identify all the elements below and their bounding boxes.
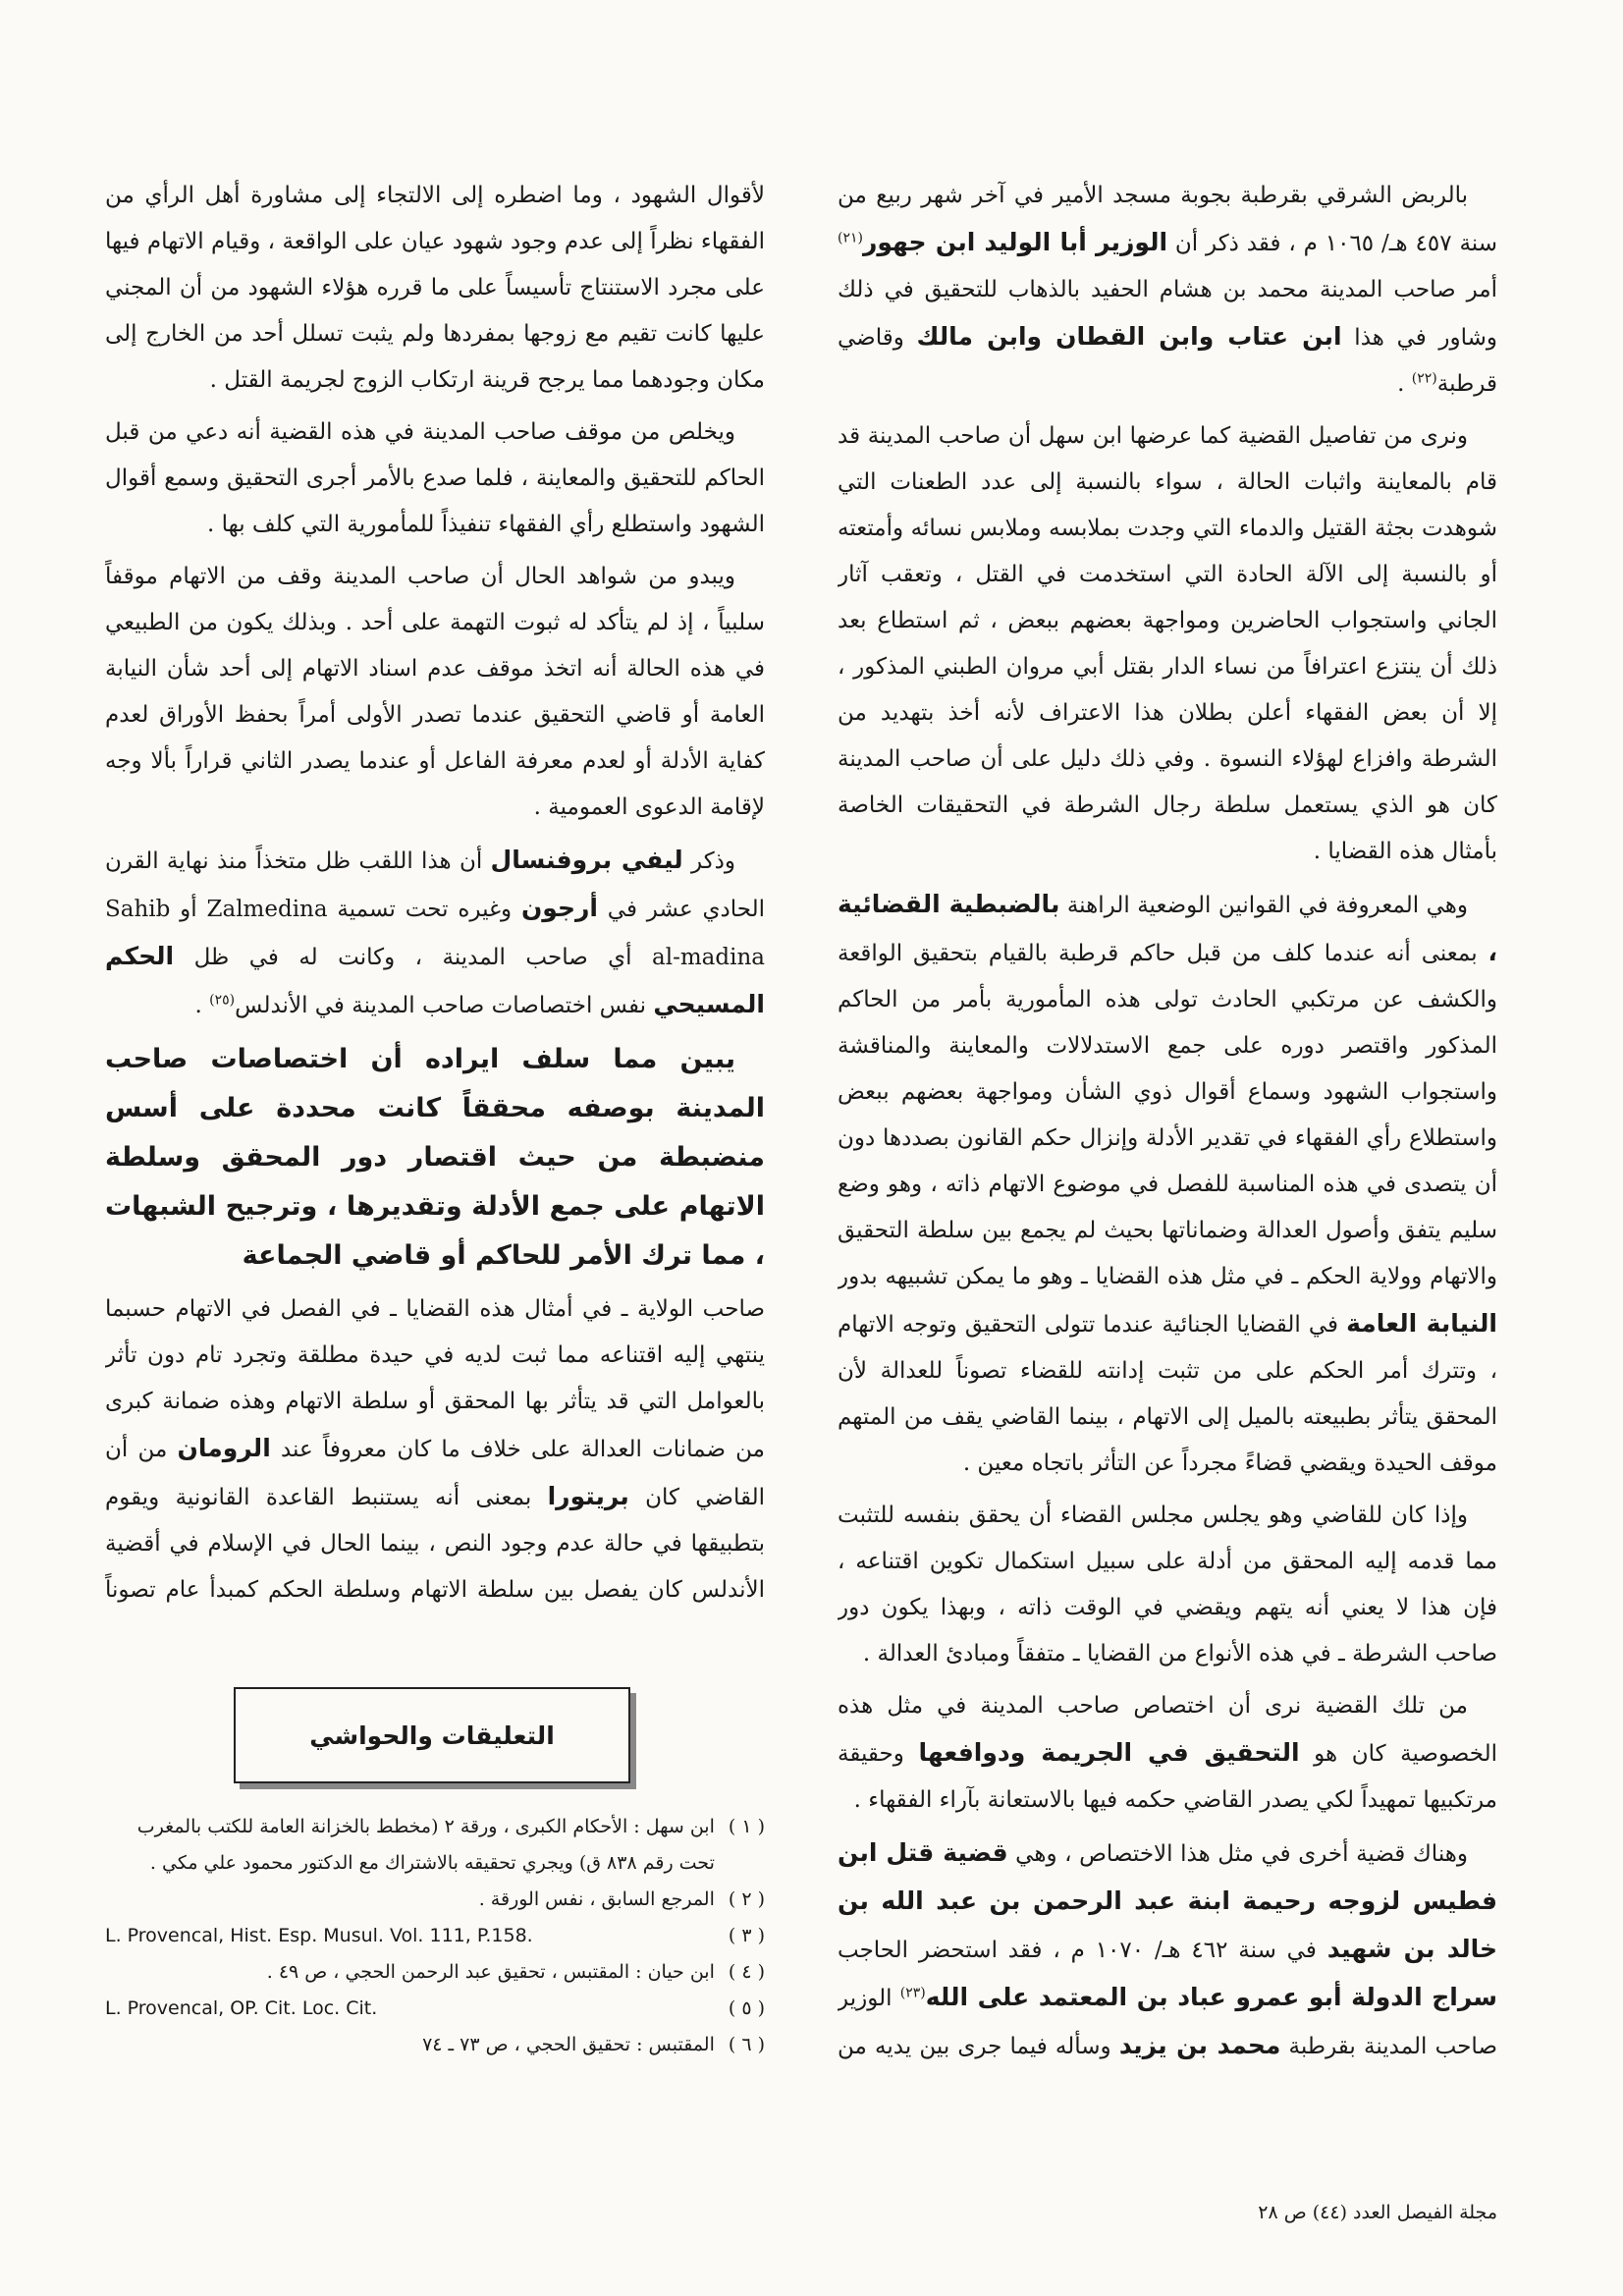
footnote-text: L. Provencal, OP. Cit. Loc. Cit. xyxy=(105,1997,378,2019)
text-run: وسأله فيما جرى بين يديه من xyxy=(838,2034,1111,2059)
text-run: بمعنى أنه عندما كلف من قبل حاكم قرطبة بالقيام بتحقيق الواقعة والكشف عن مرتكبي الحادث تولى هذه المأمورية بأمر من الحاكم المذكور واقتصر دوره على جمع الاستدلالات والمعاينة والمناقشة واستجواب الشهود وسماع أقوال ذوي الشأن ومواجهة بعضهم ببعض واستطلاع رأي الفقهاء في تقدير الأدلة وإنزال حكم القانون بصددها دون أن يتصدى في هذه المناسبة للفصل في موضوع الاتهام ذاته ، وهو وضع سليم يتفق وأصول العدالة وضماناتها بحيث لم يجمع بين سلطة التحقيق والاتهام وولاية الحكم ـ في مثل هذه القضايا ـ وهو ما يمكن تشبيهه بدور xyxy=(838,941,1497,1289)
text-run: من أن القاضي كان xyxy=(105,1437,765,1510)
text-run: صاحب الولاية ـ في أمثال هذه القضايا ـ في الفصل في الاتهام حسبما ينتهي إليه اقتناعه مما ثبت لديه في حيدة مطلقة وتجرد تام دون تأثر بالعوامل التي قد يتأثر بها المحقق أو سلطة الاتهام وهذه ضمانة كبرى من ضمانات العدالة على خلاف ما كان معروفاً عند xyxy=(105,1296,765,1462)
footnote xyxy=(105,1954,765,1991)
footnote-number: ( ٣ ) xyxy=(728,1925,765,1946)
page-footer: مجلة الفيصل العدد (٤٤) ص ٢٨ xyxy=(1258,2202,1497,2223)
text-run: بالربض الشرقي بقرطبة بجوبة مسجد الأمير في آخر شهر ربيع من سنة ٤٥٧ هـ/ ١٠٦٥ م ، فقد ذكر أن xyxy=(838,183,1497,256)
text-run: . xyxy=(194,993,210,1018)
text-run: بمعنى أنه يستنبط القاعدة القانونية ويقوم بتطبيقها في حالة عدم وجود النص ، بينما الحال في الإسلام في أقضية الأندلس كان يفصل بين سلطة الاتهام وسلطة الحكم كمبدأ عام تصوناً xyxy=(105,1485,765,1603)
text-run: وقاضي قرطبة xyxy=(838,325,1497,397)
notes-heading: التعليقات والحواشي xyxy=(309,1721,555,1750)
footnote-number: ( ٤ ) xyxy=(728,1961,765,1983)
text-run: وإذا كان للقاضي وهو يجلس مجلس القضاء أن يحقق بنفسه للتثبت مما قدمه إليه المحقق من أدلة على سبيل استكمال تكوين اقتناعه ، فإن هذا لا يعني أنه يتهم ويقضي في الوقت ذاته ، وبهذا يكون دور صاحب الشرطة ـ في هذه الأنواع من القضايا ـ متفقاً ومبادئ العدالة . xyxy=(838,1503,1497,1667)
paragraph xyxy=(105,173,765,404)
footnote-number: ( ٥ ) xyxy=(728,1997,765,2019)
footnote xyxy=(105,1882,765,1918)
footnote xyxy=(105,1918,765,1954)
bold-term: الرومان xyxy=(177,1434,271,1462)
bold-term: ليفي بروفنسال xyxy=(490,846,683,874)
text-run: وهناك قضية أخرى في مثل هذا الاختصاص ، وهي xyxy=(1007,1841,1468,1867)
text-run: من تلك القضية نرى أن اختصاص صاحب المدينة في مثل هذه الخصوصية كان هو xyxy=(838,1693,1497,1767)
footnote-ref: (٢٥) xyxy=(209,992,236,1009)
footnote-ref: (٢٣) xyxy=(899,1985,926,2001)
text-run: ويبدو من شواهد الحال أن صاحب المدينة وقف من الاتهام موقفاً سلبياً ، إذ لم يتأكد له ثبوت التهمة على أحد . وبذلك يكون من الطبيعي في هذه الحالة أنه اتخذ موقف عدم اسناد الاتهام إلى أحد شأن النيابة العامة أو قاضي التحقيق عندما تصدر الأولى أمراً بحفظ الأوراق لعدم كفاية الأدلة أو لعدم معرفة الفاعل أو عندما يصدر الثاني قراراً بألا وجه لإقامة الدعوى العمومية . xyxy=(105,564,765,820)
bold-term: قضية قتل ابن فطيس لزوجه رحيمة ابنة عبد الرحمن بن عبد الله بن خالد بن شهيد xyxy=(838,1838,1497,1963)
footnote-number: ( ٢ ) xyxy=(728,1888,765,1910)
footnote-text: ابن حيان : المقتبس ، تحقيق عبد الرحمن الحجي ، ص ٤٩ . xyxy=(266,1961,715,1983)
text-run: أن هذا اللقب ظل متخذاً منذ نهاية القرن الحادي عشر في xyxy=(105,848,765,922)
footnotes xyxy=(105,1809,765,2063)
bold-term: سراج الدولة أبو عمرو عباد بن المعتمد على الله xyxy=(925,1983,1497,2011)
footnote-number: ( ٦ ) xyxy=(728,2034,765,2055)
bold-term: الوزير أبا الوليد ابن جهور xyxy=(862,228,1168,256)
footnote-ref: (٢١) xyxy=(838,230,863,246)
right-column xyxy=(838,173,1497,2068)
bold-term: محمد بن يزيد xyxy=(1118,2031,1281,2059)
bold-term: التحقيق في الجريمة ودوافعها xyxy=(918,1738,1300,1767)
text-run: ويخلص من موقف صاحب المدينة في هذه القضية أنه دعي من قبل الحاكم للتحقيق والمعاينة ، فلما صدع بالأمر أجرى التحقيق وسمع أقوال الشهود واستطلع رأي الفقهاء تنفيذاً للمأمورية التي كلف بها . xyxy=(105,419,765,537)
footnote-ref: (٢٢) xyxy=(1411,370,1437,387)
bold-term: بريتورا xyxy=(547,1482,629,1510)
paragraph xyxy=(105,837,765,1029)
footnote xyxy=(105,2027,765,2063)
paragraph xyxy=(838,1830,1497,2068)
paragraph xyxy=(838,881,1497,1487)
bold-term: ابن عتاب وابن القطان وابن مالك xyxy=(916,322,1342,351)
text-run: لأقوال الشهود ، وما اضطره إلى الالتجاء إلى مشاورة أهل الرأي من الفقهاء نظراً إلى عدم وجود شهود عيان على الواقعة ، وقيام الاتهام فيها على مجرد الاستنتاج تأسيساً على ما قرره هؤلاء الشهود من أن المجني عليها كانت تقيم مع زوجها بمفردها ولم يثبت تسلل أحد من الخارج إلى مكان وجودهما مما يرجح قرينة ارتكاب الزوج لجريمة القتل . xyxy=(105,183,765,393)
paragraph xyxy=(838,1493,1497,1677)
paragraph xyxy=(105,1286,765,1616)
text-run: يبين مما سلف ايراده أن اختصاصات صاحب المدينة بوصفه محققاً كانت محددة على أسس منضبطة من حيث اقتصار دور المحقق وسلطة الاتهام على جمع الأدلة وتقديرها ، وترجيح الشبهات ، مما ترك الأمر للحاكم أو قاضي الجماعة xyxy=(105,1044,765,1271)
paragraph xyxy=(105,1035,765,1281)
footnote-number: ( ١ ) xyxy=(728,1816,765,1837)
footnote xyxy=(105,1991,765,2027)
paragraph xyxy=(838,413,1497,875)
text-run: وغيره تحت تسمية Zalmedina أو Sahib al-madina أي صاحب المدينة ، وكانت له في ظل xyxy=(105,897,765,970)
text-run: ونرى من تفاصيل القضية كما عرضها ابن سهل أن صاحب المدينة قد قام بالمعاينة واثبات الحالة ، سواء بالنسبة إلى عدد الطعنات التي شوهدت بجثة القتيل والدماء التي وجدت بملابسه وملابس نسائه وأمتعته أو بالنسبة إلى الآلة الحادة التي استخدمت في القتل ، وتعقب آثار الجاني واستجواب الحاضرين ومواجهة بعضهم ببعض ، ثم استطاع بعد ذلك أن ينتزع اعترافاً من نساء الدار بقتل أبي مروان الطبني المذكور ، إلا أن بعض الفقهاء أعلن بطلان هذا الاعتراف لأنه أخذ بتهديد من الشرطة وافزاع لهؤلاء النسوة . وفي ذلك دليل على أن صاحب المدينة كان هو الذي يستعمل سلطة رجال الشرطة في التحقيقات الخاصة بأمثال هذه القضايا . xyxy=(838,423,1497,864)
bold-term: أرجون xyxy=(520,894,598,922)
text-run: نفس اختصاصات صاحب المدينة في الأندلس xyxy=(235,993,654,1018)
bold-term: بالضبطية القضائية ، xyxy=(838,890,1497,966)
text-run: في القضايا الجنائية عندما تتولى التحقيق وتوجه الاتهام ، وتترك أمر الحكم على من تثبت إدانته للقضاء تصوناً للعدالة لأن المحقق يتأثر بطبيعته بالميل إلى الاتهام ، بينما القاضي يقف من المتهم موقف الحيدة ويقضي قضاءً مجرداً عن التأثر باتجاه معين . xyxy=(838,1312,1497,1476)
text-run: وحقيقة مرتكبيها تمهيداً لكي يصدر القاضي حكمه فيها بالاستعانة بآراء الفقهاء . xyxy=(838,1741,1497,1813)
footnote-text: المقتبس : تحقيق الحجي ، ص ٧٣ ـ ٧٤ xyxy=(422,2034,715,2055)
text-run: وهي المعروفة في القوانين الوضعية الراهنة xyxy=(1059,893,1469,918)
footnote-text: ابن سهل : الأحكام الكبرى ، ورقة ٢ (مخطط بالخزانة العامة للكتب بالمغرب تحت رقم ٨٣٨ ق) ويجري تحقيقه بالاشتراك مع الدكتور محمود علي مكي . xyxy=(136,1816,715,1874)
bold-term: النيابة العامة xyxy=(1346,1309,1497,1338)
notes-heading-box xyxy=(234,1687,630,1783)
paragraph xyxy=(838,173,1497,408)
text-run: في سنة ٤٦٢ هـ/ ١٠٧٠ م ، فقد استحضر الحاجب xyxy=(838,1938,1327,1963)
text-run: الوزير صاحب المدينة بقرطبة xyxy=(838,1986,1497,2059)
left-column xyxy=(105,173,765,1616)
paragraph xyxy=(105,554,765,831)
footnote-text: المرجع السابق ، نفس الورقة . xyxy=(478,1888,715,1910)
text-run: . xyxy=(1397,371,1412,397)
text-run: وذكر xyxy=(682,848,735,874)
bold-term: الحكم المسيحي xyxy=(105,942,765,1018)
paragraph xyxy=(105,410,765,548)
paragraph xyxy=(838,1683,1497,1824)
footnote xyxy=(105,1809,765,1882)
footnote-text: L. Provencal, Hist. Esp. Musul. Vol. 111, P.158. xyxy=(105,1925,533,1946)
text-run: أمر صاحب المدينة محمد بن هشام الحفيد بالذهاب للتحقيق في ذلك وشاور في هذا xyxy=(838,277,1497,351)
